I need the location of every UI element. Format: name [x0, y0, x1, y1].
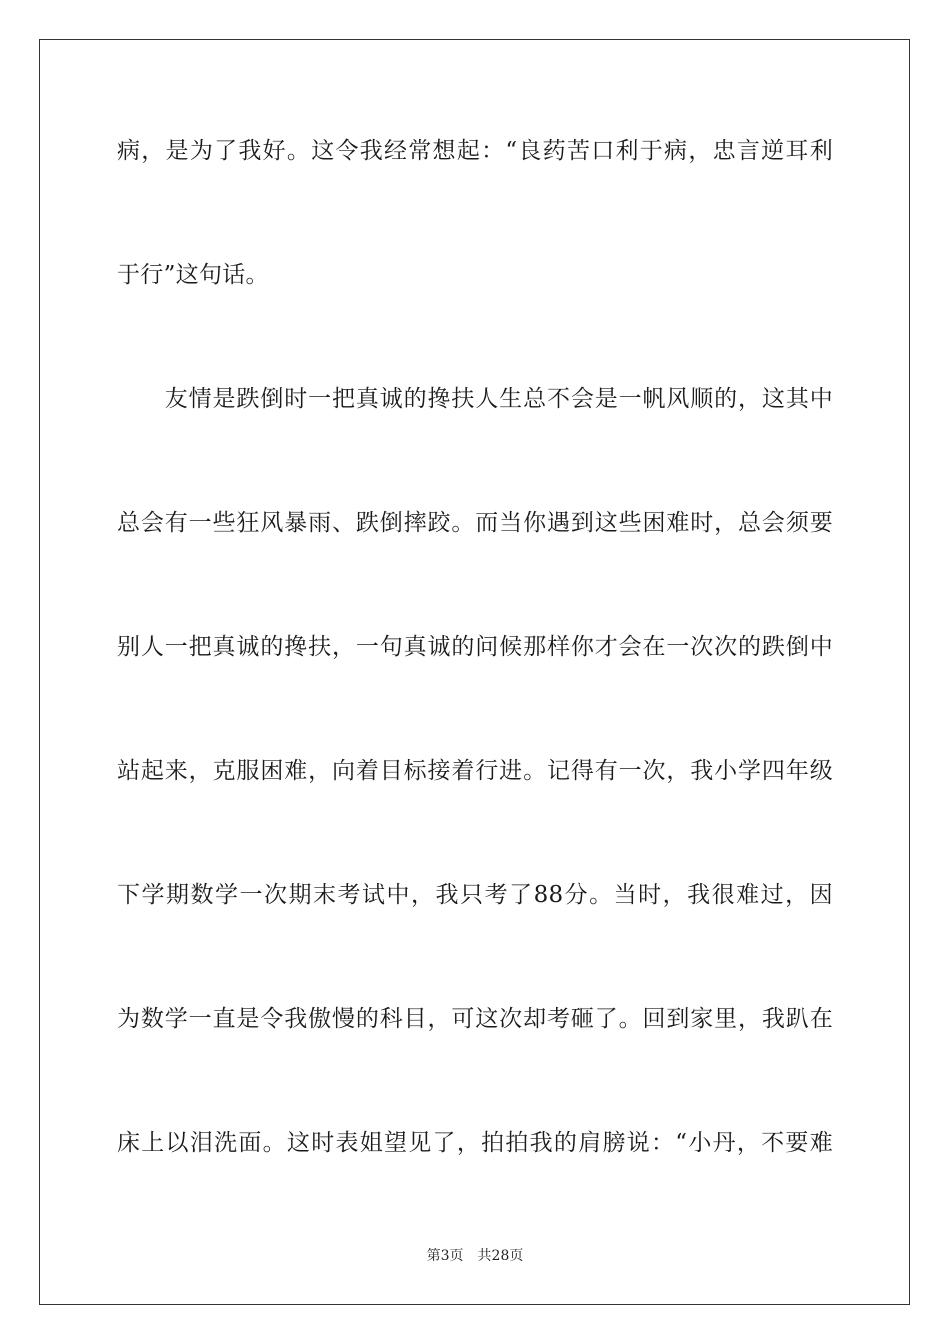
- body-text-line-3: 友情是跌倒时一把真诚的搀扶人生总不会是一帆风顺的，这其中: [117, 386, 833, 412]
- body-text-line-6: 站起来，克服困难，向着目标接着行进。记得有一次，我小学四年级: [117, 758, 833, 784]
- body-text-line-9: 床上以泪洗面。这时表姐望见了，拍拍我的肩膀说：“小丹，不要难: [117, 1130, 833, 1156]
- page-border: [39, 39, 910, 1305]
- body-text-line-1: 病，是为了我好。这令我经常想起：“良药苦口利于病，忠言逆耳利: [117, 138, 833, 164]
- page-footer: [0, 1247, 950, 1265]
- body-text-line-4: 总会有一些狂风暴雨、跌倒摔跤。而当你遇到这些困难时，总会须要: [117, 510, 833, 536]
- page-number: 第3页: [426, 1248, 464, 1264]
- body-text-line-8: 为数学一直是令我傲慢的科目，可这次却考砸了。回到家里，我趴在: [117, 1006, 833, 1032]
- body-text-line-7: 下学期数学一次期末考试中，我只考了88分。当时，我很难过，因: [117, 882, 833, 908]
- body-text-line-5: 别人一把真诚的搀扶，一句真诚的问候那样你才会在一次次的跌倒中: [117, 634, 833, 660]
- body-text-line-2: 于行”这句话。: [117, 262, 269, 288]
- page-total: 共28页: [477, 1248, 524, 1264]
